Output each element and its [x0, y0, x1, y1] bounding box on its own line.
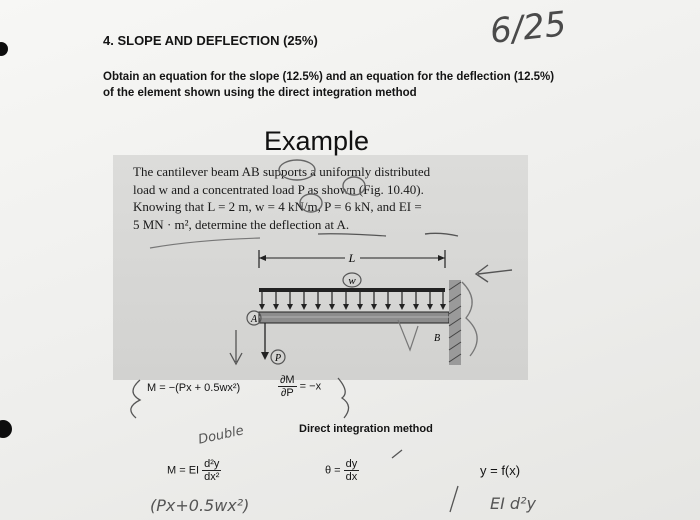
moment-equation: M = −(Px + 0.5wx²)	[147, 382, 241, 394]
point-load-label: P	[274, 353, 282, 364]
example-line: 5 MN · m², determine the deflection at A.	[133, 216, 350, 232]
partial-denominator: ∂P	[280, 387, 294, 399]
slope-lhs: θ =	[325, 464, 341, 477]
partial-fraction	[278, 374, 297, 399]
handwritten-score: 6/25	[488, 4, 569, 52]
example-heading: Example	[264, 126, 370, 156]
handwritten-circle	[279, 160, 315, 180]
end-a-label: A	[250, 314, 258, 325]
handwritten-stroke	[150, 238, 260, 248]
second-derivative-denominator: dx²	[204, 471, 220, 483]
partial-numerator: ∂M	[280, 374, 295, 386]
handwritten-mark	[450, 486, 458, 512]
partial-derivative	[278, 374, 338, 399]
handwritten-underline	[425, 233, 458, 236]
handwritten-note-bottom-left: (Px+0.5wx²)	[150, 496, 250, 515]
end-b-label: B	[433, 333, 441, 344]
handwritten-circle	[300, 194, 322, 212]
span-label: L	[348, 251, 356, 265]
handwritten-arrow	[476, 265, 512, 282]
handwritten-mark	[398, 320, 418, 350]
example-line: The cantilever beam AB supports a uniformly distributed	[133, 164, 431, 179]
question-line: Obtain an equation for the slope (12.5%) and an equation for the deflection (12.5%)	[103, 71, 555, 83]
handwritten-note-bottom-right: EI d²y	[490, 494, 536, 513]
handwritten-note-double: Double	[196, 423, 246, 448]
first-derivative	[344, 458, 360, 483]
example-line: load w and a concentrated load P as shown (Fig. 10.40).	[133, 181, 424, 197]
example-line: Knowing that L = 2 m, w = 4 kN/m, P = 6 kN, and EI =	[133, 199, 422, 214]
slope-equation	[325, 458, 359, 483]
load-label: w	[348, 275, 356, 287]
handwritten-circle	[343, 177, 365, 195]
second-derivative-numerator: d²y	[204, 458, 220, 470]
moment-curvature-lhs: M = EI	[167, 464, 200, 477]
handwritten-underline	[318, 234, 386, 236]
second-derivative	[202, 458, 221, 483]
handwritten-brace	[338, 378, 349, 418]
handwritten-mark	[392, 450, 402, 458]
first-derivative-numerator: dy	[345, 458, 358, 470]
load-arrows	[262, 292, 443, 306]
handwritten-arrow	[230, 330, 242, 364]
handwritten-brace	[131, 380, 140, 418]
question-line: of the element shown using the direct integration method	[103, 87, 417, 99]
moment-curvature-equation	[167, 458, 221, 483]
deflection-equation: y = f(x)	[480, 463, 521, 478]
question-title: 4. SLOPE AND DEFLECTION (25%)	[103, 33, 318, 48]
direct-integration-heading: Direct integration method	[299, 423, 433, 435]
partial-result: = −x	[299, 380, 322, 393]
first-derivative-denominator: dx	[345, 471, 358, 483]
